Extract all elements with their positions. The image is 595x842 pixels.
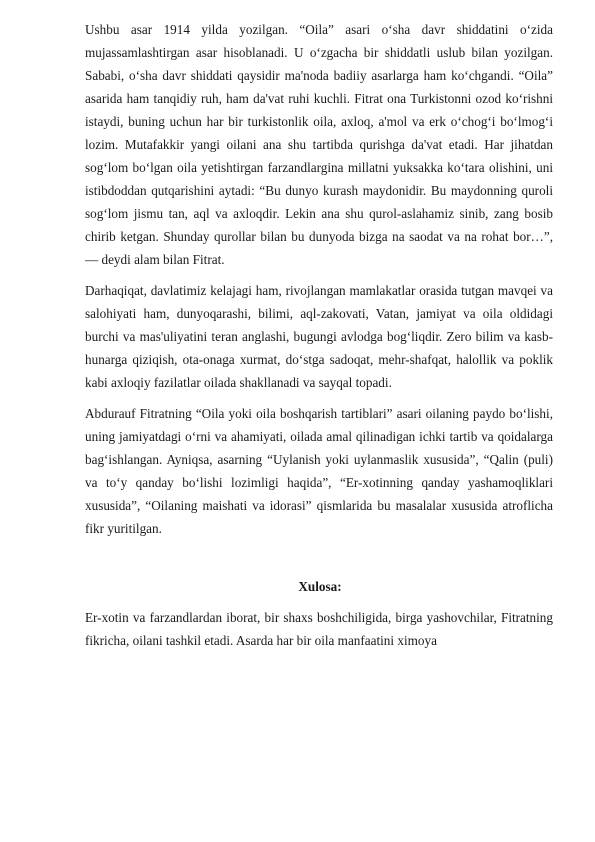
conclusion-heading: Xulosa:	[298, 579, 342, 594]
document-page	[85, 18, 553, 652]
paragraph-spacer	[85, 271, 553, 279]
paragraph-spacer	[85, 598, 553, 606]
paragraph-fitrat-work: Abdurauf Fitratning “Oila yoki oila boshqarish tartiblari” asari oilaning paydo bo‘lishi, uning jamiyatdagi o‘rni va ahamiyati, oilada amal qilinadigan ichki tartib va qoidalarga bag‘ishlangan. Ayniqsa, asarning “Uylanish yoki uylanmaslik xususida”, “Qalin (puli) va to‘y qanday bo‘lishi lozimligi haqida”, “Er-xotinning qanday yashamoqliklari xususida”, “Oilaning maishati va idorasi” qismlarida bu masalalar xususida atroflicha fikr yuritilgan.	[85, 406, 553, 536]
paragraph-future: Darhaqiqat, davlatimiz kelajagi ham, rivojlangan mamlakatlar orasida tutgan mavqei va salohiyati ham, dunyoqarashi, bilimi, aql-zakovati, Vatan, jamiyat va oila oldidagi burchi va mas'uliyatini teran anglashi, bugungi avlodga bog‘liqdir. Zero bilim va kasb-hunarga qiziqish, ota-onaga xurmat, do‘stga sadoqat, mehr-shafqat, halollik va poklik kabi axloqiy fazilatlar oilada shakllanadi va sayqal topadi.	[85, 283, 553, 390]
paragraph-conclusion: Er-xotin va farzandlardan iborat, bir shaxs boshchiligida, birga yashovchilar, Fitratning fikricha, oilani tashkil etadi. Asarda har bir oila manfaatini ximoya	[85, 610, 553, 648]
paragraph-intro: Ushbu asar 1914 yilda yozilgan. “Oila” asari o‘sha davr shiddatini o‘zida mujassamlashtirgan asar hisoblanadi. U o‘zgacha bir shiddatli uslub bilan yozilgan. Sababi, o‘sha davr shiddati qaysidir ma'noda badiiy asarlarga ham ko‘chgandi. “Oila” asarida ham tanqidiy ruh, ham da'vat ruhi kuchli. Fitrat ona Turkistonni ozod ko‘rishni istaydi, buning uchun har bir turkistonlik oila, axloq, a'mol va erk o‘chog‘i bo‘lmog‘i lozim. Mutafakkir yangi oilani ana shu tartibda qurishga da'vat etadi. Har jihatdan sog‘lom bo‘lgan oila yetishtirgan farzandlargina millatni yuksakka ko‘tara olishini, uni istibdoddan qutqarishini aytadi: “Bu dunyo kurash maydonidir. Bu maydonning quroli sog‘lom jismu tan, aql va axloqdir. Lekin ana shu qurol-aslahamiz sinib, zang bosib chirib ketgan. Shunday qurollar bilan bu dunyoda bizga na saodat va na rohat bor…”, — deydi alam bilan Fitrat.	[85, 22, 553, 267]
section-spacer	[85, 540, 553, 575]
paragraph-spacer	[85, 394, 553, 402]
